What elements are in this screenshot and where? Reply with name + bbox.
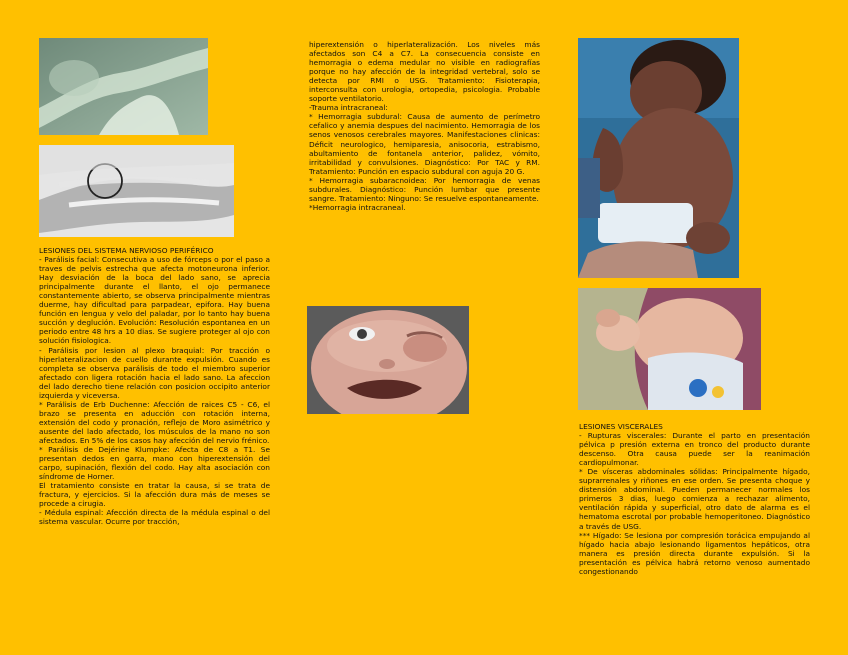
paragraph: * Parálisis de Erb Duchenne: Afección de raices C5 - C6, el brazo se presenta en aducción con rotación interna, extensión del codo y pronación, reflejo de Moro asimétrico y ausente del lado afectado, los músculos de la mano no son afectados. En 5% de los casos hay afección del nervio frénico. bbox=[39, 399, 270, 445]
infant-face-image bbox=[307, 306, 469, 414]
xray-image-bottom bbox=[39, 145, 234, 237]
section-heading-nervioso: LESIONES DEL SISTEMA NERVIOSO PERIFÉRICO bbox=[39, 246, 214, 255]
xray-icon bbox=[39, 38, 208, 135]
paragraph: *** Hígado: Se lesiona por compresión torácica empujando al hígado hacia abajo lesionando ligamentos hepáticos, otra manera es presión directa durante expulsión. Si la presentación es pélvica habrá retorno venoso aumentado congestionando bbox=[579, 530, 810, 576]
paragraph: - Parálisis por lesion al plexo braquial: Por tracción o hiperlateralizacion de cuello durante expulsión. Cuando es completa se observa parálisis de todo el miembro superior afectado con ligera rotación hacia el lado sano. La afeccion del lado derecho tiene relación con posicion occipito anterior izquierda y viceversa. bbox=[39, 345, 270, 400]
infant-back-image bbox=[578, 288, 761, 410]
paragraph: hiperextensión o hiperlateralización. Los niveles más afectados son C4 a C7. La consecuencia consiste en hemorragia o edema medular no visible en radiografías porque no hay afección de la integridad vertebral, solo se detecta por RMI o USG. Tratamiento: Fisioterapia, interconsulta con urologia, ortopedia, psicologia. Probable soporte ventilatorio. bbox=[309, 40, 540, 104]
infant-side-photo-icon bbox=[578, 38, 739, 278]
paragraph: * Hemorragia subdural: Causa de aumento de perímetro cefalico y anemia despues del nacimiento. Hemorragia de los senos venosos cerebrales mayores. Manifestaciones clinicas: Déficit neurologico, hemiparesia, anisocoria, estrabismo, abultamiento de fontanela anterior, palidez, vómito, irritabilidad y convulsiones. Diagnóstico: Por TAC y RM. Tratamiento: Punción en espacio subdural con aguja 20 G. bbox=[309, 112, 540, 176]
column-2 bbox=[309, 40, 540, 212]
infant-back-photo-icon bbox=[578, 288, 761, 410]
xray-arm-icon bbox=[39, 145, 234, 237]
paragraph: * Hemorragia subaracnoidea: Por hemorragia de venas subdurales. Diagnóstico: Punción lumbar que presente sangre. Tratamiento: Ninguno: Se resuelve espontaneamente. bbox=[309, 175, 540, 203]
infant-face-photo-icon bbox=[307, 306, 469, 414]
xray-image-top bbox=[39, 38, 208, 135]
column-3 bbox=[579, 422, 810, 576]
column-1 bbox=[39, 246, 270, 526]
paragraph: - Rupturas viscerales: Durante el parto en presentación pélvica p presión externa en tronco del producto durante descenso. Otra causa puede ser la reanimación cardiopulmonar. bbox=[579, 431, 810, 468]
paragraph: * De vísceras abdominales sólidas: Principalmente hígado, suprarrenales y riñones en ese orden. Se presenta choque y distensión abdominal. Pueden permanecer normales los primeros 3 dias, luego comienza a rechazar alimento, ventilación rápida y superficial, otro dato de alarma es el hematoma escrotal por probable hemoperitoneo. Diagnóstico a través de USG. bbox=[579, 467, 810, 531]
paragraph: *Hemorragia intracraneal. bbox=[309, 202, 406, 212]
paragraph: - Parálisis facial: Consecutiva a uso de fórceps o por el paso a traves de pelvis estrecha que afecta motoneurona inferior. Hay desviación de la boca del lado sano, se aprecia principalmente durante el llanto, el ojo permanece constantemente abierto, se observa principalmente mientras duerme, hay dificultad para parpadear, epifora. Hay buena función en lengua y velo del paladar, por lo tanto hay buena succión y deglución. Evolución: Resolución espontanea en un periodo entre 48 hrs a 10 dias. Se sugiere proteger al ojo con solución fisiologica. bbox=[39, 255, 270, 346]
section-heading-viscerales: LESIONES VISCERALES bbox=[579, 422, 663, 431]
paragraph: * Parálisis de Dejérine Klumpke: Afecta de C8 a T1. Se presentan dedos en garra, mano con hiperextensión del carpo, supinación, flexión del codo. Hay alta asociación con síndrome de Horner. bbox=[39, 445, 270, 482]
paragraph: - Médula espinal: Afección directa de la médula espinal o del sistema vascular. Ocurre por tracción, bbox=[39, 508, 270, 527]
paragraph: -Trauma intracraneal: bbox=[309, 103, 388, 113]
paragraph: El tratamiento consiste en tratar la causa, si se trata de fractura, y ejercicios. Si la afección dura más de meses se procede a cirugia. bbox=[39, 481, 270, 509]
infant-side-image bbox=[578, 38, 739, 278]
